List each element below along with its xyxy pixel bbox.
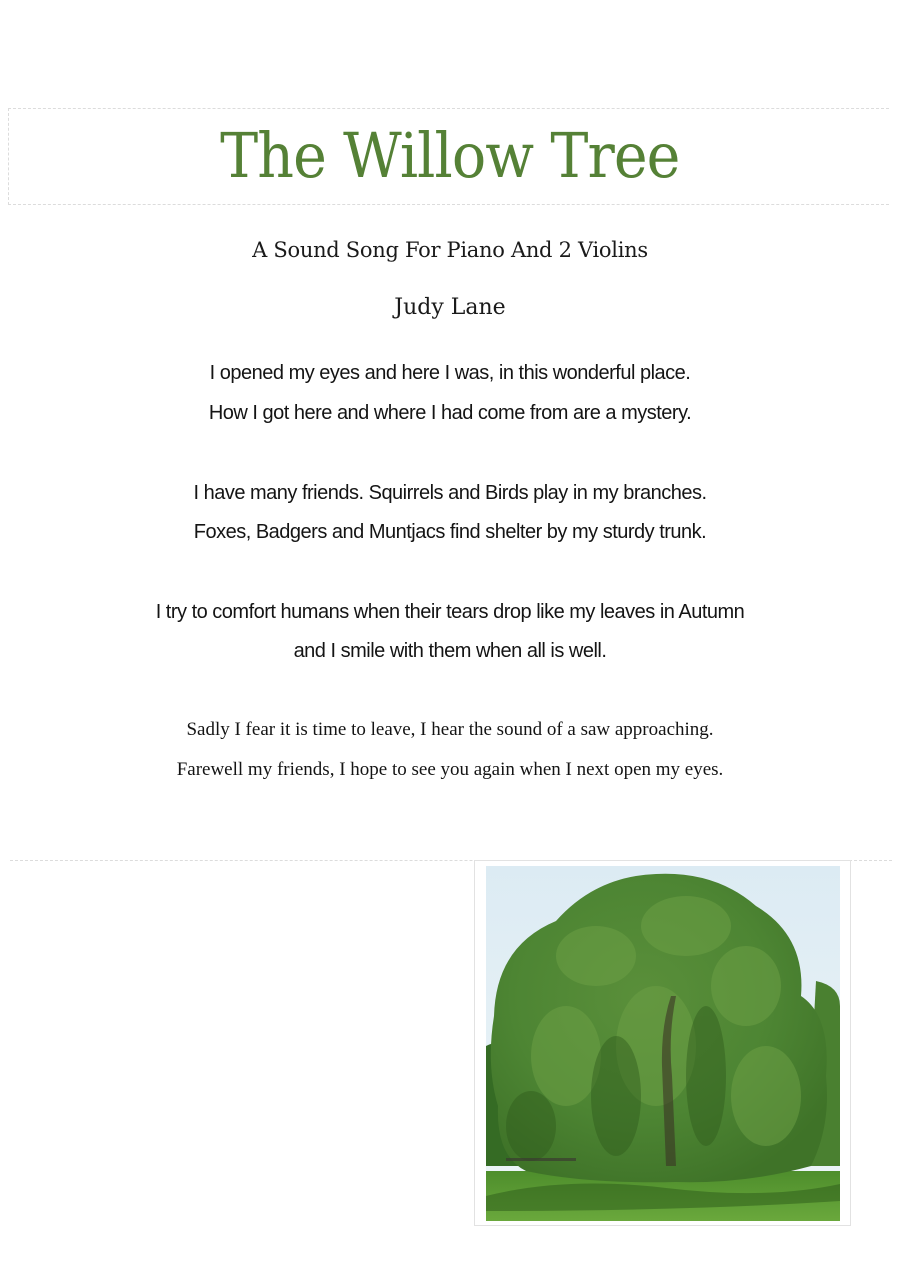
poem-line: I have many friends. Squirrels and Birds play in my branches.	[193, 482, 707, 504]
willow-tree-image	[486, 866, 840, 1221]
poem-line: and I smile with them when all is well.	[293, 640, 607, 662]
document-subtitle: A Sound Song For Piano And 2 Violins	[252, 238, 648, 262]
poem-line: How I got here and where I had come from are a mystery.	[208, 402, 692, 424]
poem-line: Farewell my friends, I hope to see you again when I next open my eyes.	[176, 759, 724, 780]
poem-line: I opened my eyes and here I was, in this wonderful place.	[209, 362, 691, 384]
poem-line: Foxes, Badgers and Muntjacs find shelter by my sturdy trunk.	[193, 521, 707, 543]
document-title: The Willow Tree	[220, 119, 680, 192]
poem-line: I try to comfort humans when their tears drop like my leaves in Autumn	[155, 601, 745, 623]
poem-line: Sadly I fear it is time to leave, I hear the sound of a saw approaching.	[186, 719, 714, 740]
author-name: Judy Lane	[394, 295, 506, 320]
